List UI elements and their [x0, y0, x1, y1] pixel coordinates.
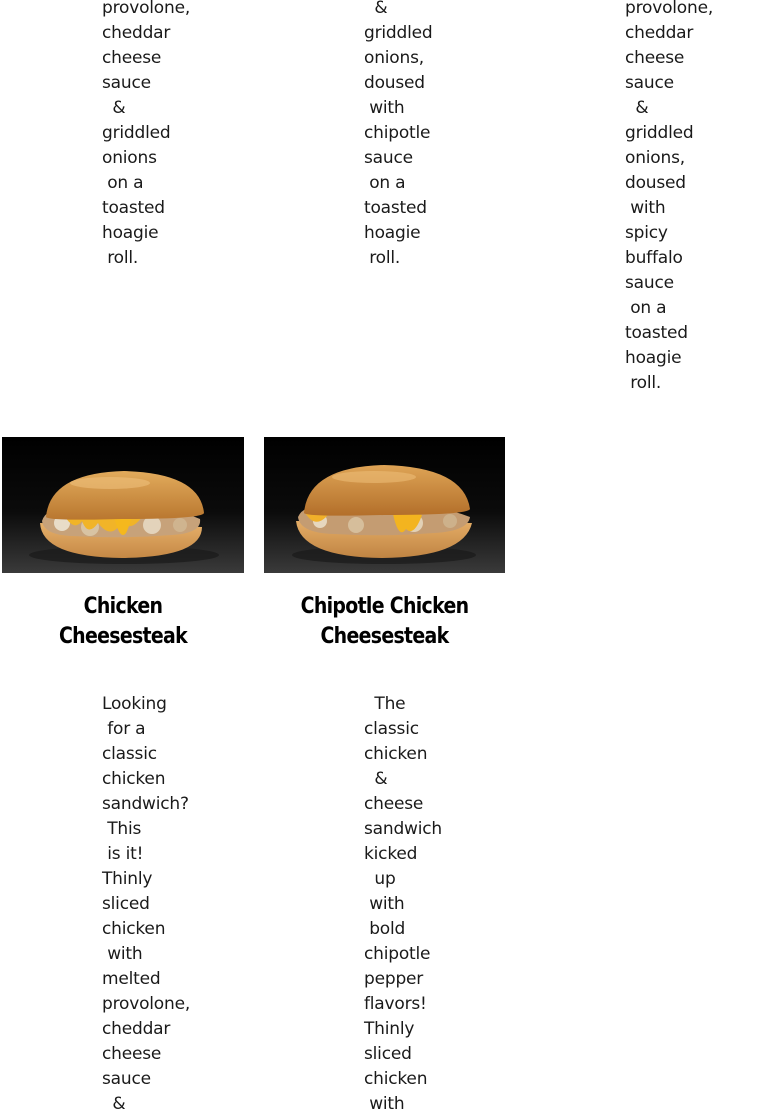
desc-word: sauce — [625, 273, 674, 293]
desc-word: toasted — [102, 198, 165, 218]
desc-word: hoagie — [364, 223, 421, 243]
title-line: Cheesesteak — [320, 624, 449, 649]
desc-word: Thinly — [102, 869, 153, 889]
desc-word: & — [364, 0, 388, 18]
desc-word: chicken — [364, 1069, 428, 1089]
desc-word: with — [364, 1094, 405, 1114]
desc-word: pepper — [364, 969, 424, 989]
desc-word: chicken — [364, 744, 428, 764]
desc-word: cheese — [102, 1044, 162, 1064]
title-line: Chipotle Chicken — [300, 594, 469, 619]
desc-word: chipotle — [364, 944, 431, 964]
title-line: Chicken — [83, 594, 163, 619]
desc-word: sauce — [625, 73, 674, 93]
desc-word: spicy — [625, 223, 668, 243]
desc-word: bold — [364, 919, 406, 939]
desc-word: up — [364, 869, 396, 889]
desc-word: provolone, — [625, 0, 714, 18]
desc-word: Thinly — [364, 1019, 415, 1039]
desc-word: griddled — [364, 23, 433, 43]
desc-word: onions — [102, 148, 157, 168]
desc-word: sauce — [364, 148, 413, 168]
chipotle-chicken-cheesesteak-description — [364, 692, 442, 1117]
desc-word: kicked — [364, 844, 418, 864]
product-description-top-left — [102, 0, 190, 271]
desc-word: cheese — [102, 48, 162, 68]
title-line: Cheesesteak — [58, 624, 188, 649]
desc-word: chipotle — [364, 123, 431, 143]
desc-word: doused — [625, 173, 686, 193]
desc-word: flavors! — [364, 994, 427, 1014]
desc-word: cheddar — [102, 23, 171, 43]
desc-word: onions, — [364, 48, 424, 68]
desc-word: cheddar — [625, 23, 694, 43]
desc-word: Looking — [102, 694, 167, 714]
desc-word: buffalo — [625, 248, 683, 268]
desc-word: with — [364, 98, 405, 118]
desc-word: roll. — [364, 248, 401, 268]
desc-word: doused — [364, 73, 425, 93]
desc-word: toasted — [625, 323, 688, 343]
desc-word: with — [102, 944, 143, 964]
desc-word: onions, — [625, 148, 685, 168]
chipotle-chicken-cheesesteak-title[interactable] — [281, 592, 488, 652]
desc-word: provolone, — [102, 994, 191, 1014]
desc-word: sandwich? — [102, 794, 189, 814]
desc-word: & — [102, 98, 126, 118]
desc-word: & — [102, 1094, 126, 1114]
desc-word: with — [364, 894, 405, 914]
desc-word: This — [102, 819, 142, 839]
desc-word: classic — [364, 719, 419, 739]
desc-word: sauce — [102, 1069, 151, 1089]
desc-word: sliced — [364, 1044, 412, 1064]
desc-word: chicken — [102, 769, 166, 789]
desc-word: classic — [102, 744, 157, 764]
desc-word: & — [625, 98, 649, 118]
desc-word: sandwich — [364, 819, 442, 839]
chipotle-chicken-cheesesteak-image[interactable] — [264, 437, 505, 573]
desc-word: cheddar — [102, 1019, 171, 1039]
desc-word: is it! — [102, 844, 144, 864]
desc-word: The — [364, 694, 406, 714]
desc-word: griddled — [625, 123, 694, 143]
sandwich-photo-icon — [2, 437, 244, 573]
desc-word: with — [625, 198, 666, 218]
desc-word: & — [364, 769, 388, 789]
desc-word: sliced — [102, 894, 150, 914]
chicken-cheesesteak-image[interactable] — [2, 437, 244, 573]
desc-word: hoagie — [625, 348, 682, 368]
desc-word: for a — [102, 719, 146, 739]
desc-word: toasted — [364, 198, 427, 218]
product-description-top-middle — [364, 0, 432, 271]
desc-word: provolone, — [102, 0, 191, 18]
desc-word: on a — [364, 173, 406, 193]
desc-word: roll. — [625, 373, 662, 393]
desc-word: on a — [102, 173, 144, 193]
sandwich-photo-icon — [264, 437, 505, 573]
desc-word: hoagie — [102, 223, 159, 243]
chicken-cheesesteak-title[interactable] — [19, 592, 227, 652]
desc-word: sauce — [102, 73, 151, 93]
chicken-cheesesteak-description — [102, 692, 190, 1117]
desc-word: melted — [102, 969, 161, 989]
desc-word: cheese — [364, 794, 424, 814]
desc-word: roll. — [102, 248, 139, 268]
desc-word: griddled — [102, 123, 171, 143]
product-description-top-right — [625, 0, 713, 396]
desc-word: chicken — [102, 919, 166, 939]
desc-word: on a — [625, 298, 667, 318]
desc-word: cheese — [625, 48, 685, 68]
